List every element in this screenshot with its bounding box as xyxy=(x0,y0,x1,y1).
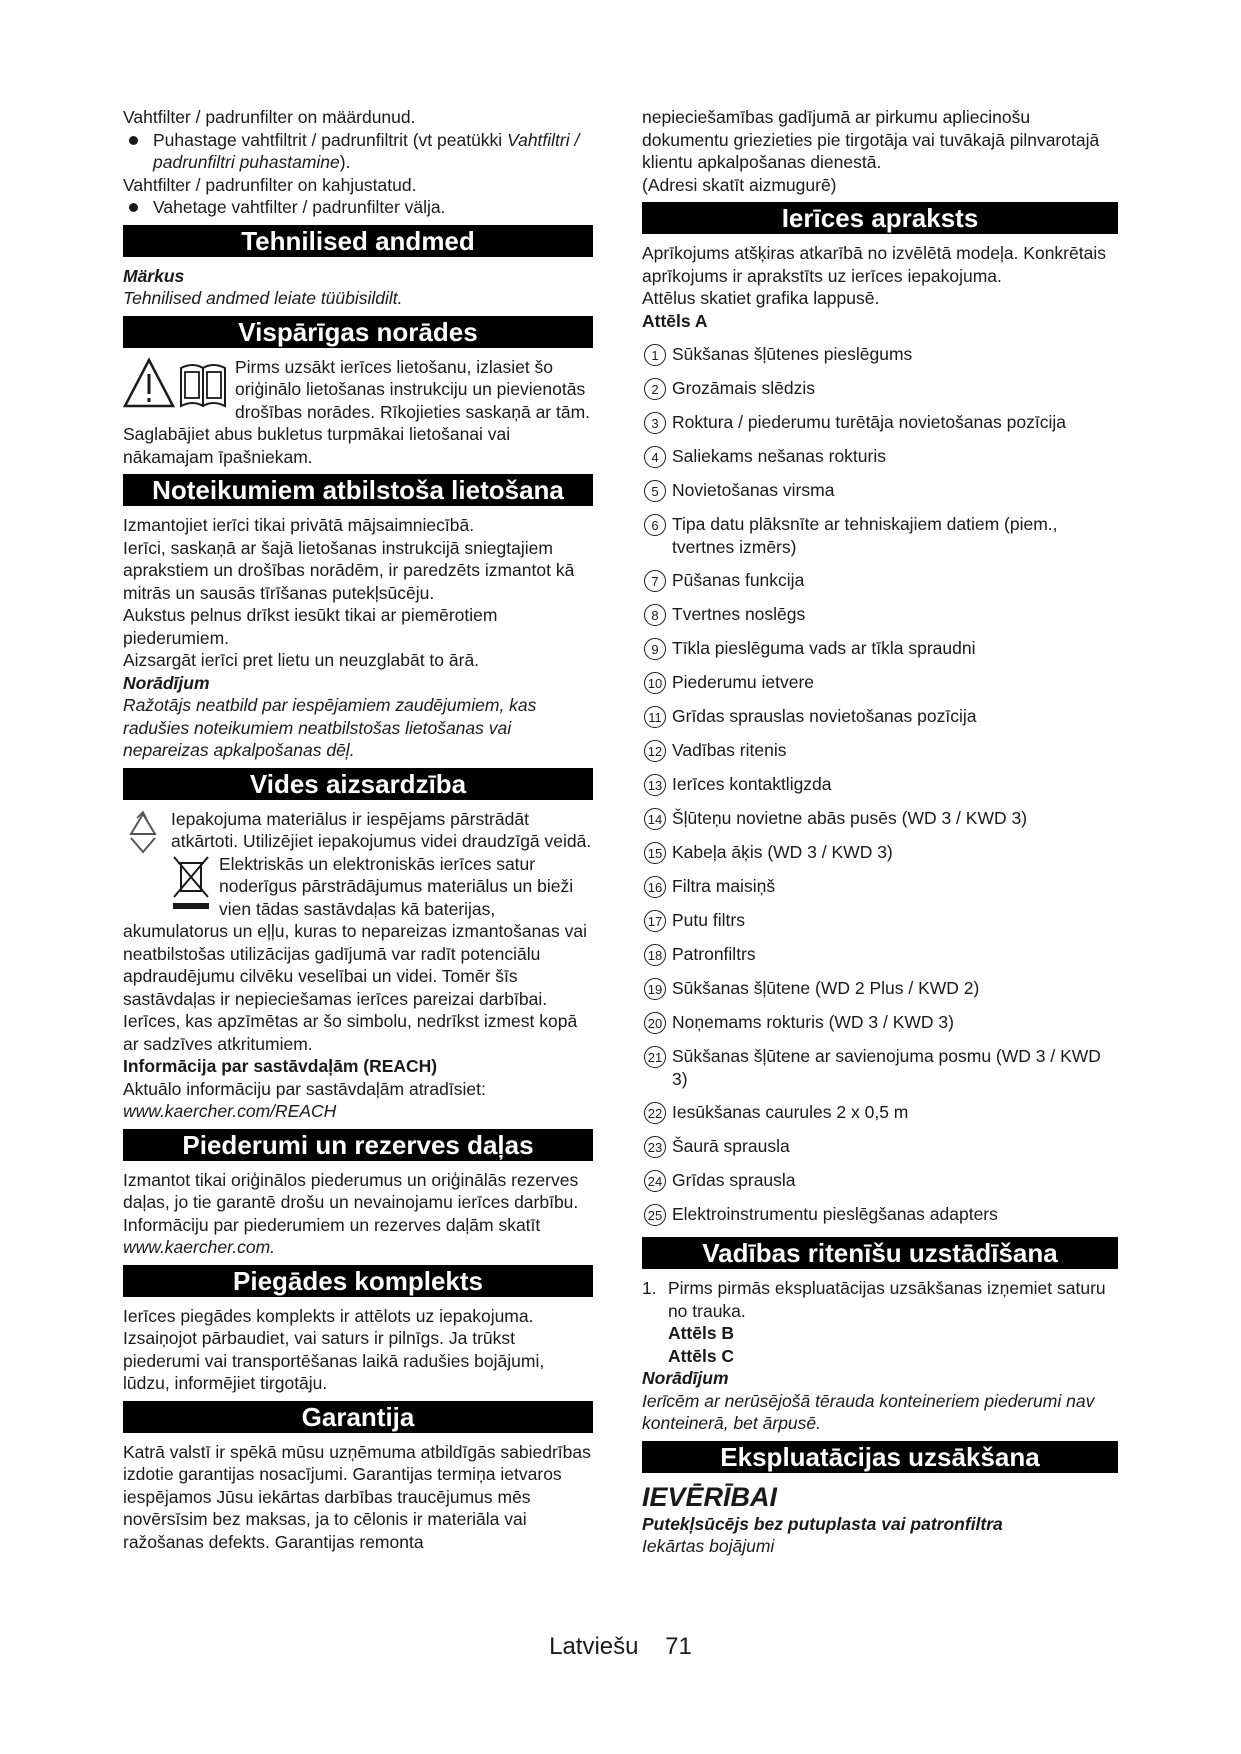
item-number-badge: 6 xyxy=(644,514,666,536)
item-number-badge: 1 xyxy=(644,344,666,366)
list-item xyxy=(642,411,1118,434)
item-label: Sūkšanas šļūtene (WD 2 Plus / KWD 2) xyxy=(672,978,980,998)
paragraph: Elektriskās un elektroniskās ierīces satur noderīgus pārstrādājumus materiālus un bieži vien tādas sastāvdaļas kā baterijas, akumulatorus un eļļu, kuras to nepareizas izmantošanas vai neatbilstošas utilizācijas gadījumā var radīt potenciālu apdraudējumu cilvēku veselībai un videi. Tomēr šīs sastāvdaļas ir nepieciešamas ierīces pareizai darbībai. Ierīces, kas apzīmētas ar šo simbolu, nedrīkst izmest kopā ar sadzīves atkritumiem. xyxy=(123,853,587,1054)
item-number-badge: 4 xyxy=(644,446,666,468)
paragraph: Izmantojiet ierīci tikai privātā mājsaimniecībā. xyxy=(123,515,475,535)
list-item xyxy=(642,1101,1118,1124)
item-label: Šaurā sprausla xyxy=(672,1136,790,1156)
item-label: Kabeļa āķis (WD 3 / KWD 3) xyxy=(672,842,893,862)
note-label: Norādījum xyxy=(642,1368,729,1388)
right-column xyxy=(642,106,1118,1558)
item-label: Patronfiltrs xyxy=(672,944,756,964)
heading-accessories: Piederumi un rezerves daļas xyxy=(123,1129,593,1161)
figure-label: Attēls C xyxy=(667,1345,735,1366)
footer-language: Latviešu xyxy=(549,1633,639,1660)
paragraph: Ierīces piegādes komplekts ir attēlots uz iepakojuma. Izsaiņojot pārbaudiet, vai saturs ir pilnīgs. Ja trūkst piederumi vai transportēšanas laikā radušies bojājumi, lūdzu, informējiet tirgotāju. xyxy=(123,1305,545,1393)
step-item: 1. Pirms pirmās ekspluatācijas uzsākšanas izņemiet saturu no trauka. Attēls B Attēls C xyxy=(642,1277,1118,1367)
paragraph: Vahtfilter / padrunfilter on määrdunud. xyxy=(123,107,416,127)
list-item xyxy=(642,569,1118,592)
item-label: Pūšanas funkcija xyxy=(672,570,805,590)
item-number-badge: 24 xyxy=(644,1170,666,1192)
item-label: Tvertnes noslēgs xyxy=(672,604,806,624)
item-label: Grozāmais slēdzis xyxy=(672,378,815,398)
paragraph: Pirms uzsākt ierīces lietošanu, izlasiet šo oriģinālo lietošanas instrukciju un pievienotās drošības norādes. Rīkojieties saskaņā ar tām. xyxy=(235,356,591,422)
list-item xyxy=(642,1135,1118,1158)
item-number-badge: 7 xyxy=(644,570,666,592)
paragraph: Aprīkojums atšķiras atkarībā no izvēlētā modeļa. Konkrētais aprīkojums ir aprakstīts uz ierīces iepakojuma. xyxy=(642,243,1106,286)
item-label: Iesūkšanas caurules 2 x 0,5 m xyxy=(672,1102,909,1122)
list-item xyxy=(642,773,1118,796)
figure-label: Attēls A xyxy=(642,310,708,331)
reach-heading: Informācija par sastāvdaļām (REACH) xyxy=(123,1056,438,1076)
list-item xyxy=(642,1011,1118,1034)
item-number-badge: 3 xyxy=(644,412,666,434)
paragraph: (Adresi skatīt aizmugurē) xyxy=(642,174,837,195)
item-label: Grīdas sprauslas novietošanas pozīcija xyxy=(672,706,977,726)
item-number-badge: 18 xyxy=(644,944,666,966)
bullet-item: Vahetage vahtfilter / padrunfilter välja. xyxy=(123,196,593,219)
list-item xyxy=(642,513,1118,558)
item-label: Noņemams rokturis (WD 3 / KWD 3) xyxy=(672,1012,954,1032)
warning-heading: IEVĒRĪBAI xyxy=(642,1481,778,1512)
left-column xyxy=(123,106,593,1553)
paragraph: Aizsargāt ierīci pret lietu un neuzglabāt to ārā. xyxy=(123,650,480,670)
list-item xyxy=(642,603,1118,626)
item-label: Vadības ritenis xyxy=(672,740,787,760)
list-item xyxy=(642,909,1118,932)
list-item xyxy=(642,841,1118,864)
list-item xyxy=(642,739,1118,762)
item-number-badge: 16 xyxy=(644,876,666,898)
crossed-bin-icon xyxy=(171,853,211,919)
item-number-badge: 17 xyxy=(644,910,666,932)
parts-list xyxy=(642,343,1118,1226)
paragraph: Aukstus pelnus drīkst iesūkt tikai ar piemērotiem piederumiem. xyxy=(123,605,498,648)
item-number-badge: 10 xyxy=(644,672,666,694)
item-label: Šļūteņu novietne abās pusēs (WD 3 / KWD 3) xyxy=(672,808,1028,828)
item-label: Grīdas sprausla xyxy=(672,1170,796,1190)
paragraph: Saglabājiet abus bukletus turpmākai lietošanai vai nākamajam īpašniekam. xyxy=(123,424,511,467)
note-text: Tehnilised andmed leiate tüübisildilt. xyxy=(123,288,403,308)
list-item xyxy=(642,977,1118,1000)
item-number-badge: 13 xyxy=(644,774,666,796)
item-label: Tīkla pieslēguma vads ar tīkla spraudni xyxy=(672,638,976,658)
item-number-badge: 14 xyxy=(644,808,666,830)
heading-warranty: Garantija xyxy=(123,1401,593,1433)
paragraph: Vahtfilter / padrunfilter on kahjustatud. xyxy=(123,174,417,195)
heading-wheel-mounting: Vadības ritenīšu uzstādīšana xyxy=(642,1237,1118,1269)
figure-label: Attēls B xyxy=(667,1323,735,1343)
item-label: Roktura / piederumu turētāja novietošanas pozīcija xyxy=(672,412,1066,432)
list-item xyxy=(642,377,1118,400)
bullet-item: Puhastage vahtfiltrit / padrunfiltrit (vt peatükki Vahtfiltri / padrunfiltri puhastamine). xyxy=(123,129,593,174)
item-number-badge: 20 xyxy=(644,1012,666,1034)
item-label: Sūkšanas šļūtenes pieslēgums xyxy=(672,344,913,364)
item-number-badge: 23 xyxy=(644,1136,666,1158)
reach-link[interactable]: www.kaercher.com/REACH xyxy=(123,1101,337,1121)
warning-and-manual-icon xyxy=(123,356,227,418)
item-number-badge: 2 xyxy=(644,378,666,400)
item-label: Sūkšanas šļūtene ar savienojuma posmu (WD 3 / KWD 3) xyxy=(672,1046,1101,1089)
list-item xyxy=(642,705,1118,728)
note-label: Norādījum xyxy=(123,672,210,693)
item-number-badge: 11 xyxy=(644,706,666,728)
list-item xyxy=(642,943,1118,966)
item-label: Saliekams nešanas rokturis xyxy=(672,446,886,466)
item-number-badge: 21 xyxy=(644,1046,666,1068)
heading-device-description: Ierīces apraksts xyxy=(642,202,1118,234)
item-number-badge: 8 xyxy=(644,604,666,626)
weee-block xyxy=(123,853,593,1056)
list-item xyxy=(642,445,1118,468)
item-number-badge: 15 xyxy=(644,842,666,864)
heading-safety: Vispārīgas norādes xyxy=(123,316,593,348)
item-label: Putu filtrs xyxy=(672,910,745,930)
list-item xyxy=(642,637,1118,660)
item-number-badge: 25 xyxy=(644,1204,666,1226)
item-label: Tipa datu plāksnīte ar tehniskajiem datiem (piem., tvertnes izmērs) xyxy=(672,514,1058,557)
paragraph: Informāciju par piederumiem un rezerves daļām skatīt xyxy=(123,1214,541,1235)
list-item xyxy=(642,1045,1118,1090)
note-label: Märkus xyxy=(123,265,185,286)
item-label: Ierīces kontaktligzda xyxy=(672,774,832,794)
list-item xyxy=(642,671,1118,694)
heading-intended-use: Noteikumiem atbilstoša lietošana xyxy=(123,474,593,506)
safety-block xyxy=(123,356,593,424)
item-number-badge: 12 xyxy=(644,740,666,762)
list-item xyxy=(642,807,1118,830)
list-item xyxy=(642,479,1118,502)
warning-bold-text: Putekļsūcējs bez putuplasta vai patronfiltra xyxy=(642,1513,1003,1534)
item-number-badge: 9 xyxy=(644,638,666,660)
list-item xyxy=(642,1203,1118,1226)
paragraph: Attēlus skatiet grafika lappusē. xyxy=(642,288,880,308)
item-label: Filtra maisiņš xyxy=(672,876,776,896)
recycling-block xyxy=(123,808,593,853)
paragraph: Aktuālo informāciju par sastāvdaļām atradīsiet: xyxy=(123,1078,486,1099)
item-number-badge: 19 xyxy=(644,978,666,1000)
paragraph: nepieciešamības gadījumā ar pirkumu apliecinošu dokumentu griezieties pie tirgotāja vai tuvākajā pilnvarotajā klientu apkalpošanas dienestā. xyxy=(642,107,1100,172)
heading-environment: Vides aizsardzība xyxy=(123,768,593,800)
item-number-badge: 5 xyxy=(644,480,666,502)
list-item xyxy=(642,343,1118,366)
list-item xyxy=(642,875,1118,898)
note-text: Ierīcēm ar nerūsējošā tērauda konteineriem piederumi nav konteinerā, bet ārpusē. xyxy=(642,1390,1095,1433)
item-number-badge: 22 xyxy=(644,1102,666,1124)
heading-delivery: Piegādes komplekts xyxy=(123,1265,593,1297)
paragraph: Iepakojuma materiālus ir iespējams pārstrādāt atkārtoti. Utilizējiet iepakojumus videi draudzīgā veidā. xyxy=(171,808,592,851)
list-item xyxy=(642,1169,1118,1192)
page-footer xyxy=(0,1633,1241,1660)
paragraph: Izmantot tikai oriģinālos piederumus un oriģinālās rezerves daļas, jo tie garantē drošu un nevainojamu ierīces darbību. xyxy=(123,1169,579,1212)
paragraph: Katrā valstī ir spēkā mūsu uzņēmuma atbildīgās sabiedrības izdotie garantijas nosacījumi. Garantijas termiņa ietvaros iespējamos Jūsu iekārtas darbības traucējumus mēs novērsīsim bez maksas, ja to cēlonis ir materiāla vai ražošanas defekts. Garantijas remonta xyxy=(123,1441,591,1552)
kaercher-link[interactable]: www.kaercher.com. xyxy=(123,1237,276,1257)
item-label: Elektroinstrumentu pieslēgšanas adapters xyxy=(672,1204,998,1224)
heading-start-up: Ekspluatācijas uzsākšana xyxy=(642,1441,1118,1473)
warning-text: Iekārtas bojājumi xyxy=(642,1536,775,1556)
paragraph: Ierīci, saskaņā ar šajā lietošanas instrukcijā sniegtajiem aprakstiem un drošības norādēm, ir paredzēts izmantot kā mitrās un sausās tīrīšanas putekļsūcēju. xyxy=(123,537,575,603)
note-text: Ražotājs neatbild par iespējamiem zaudējumiem, kas radušies noteikumiem neatbilstošas lietošanas vai nepareizas apkalpošanas dēļ. xyxy=(123,695,537,760)
page-number: 71 xyxy=(665,1633,692,1660)
item-label: Novietošanas virsma xyxy=(672,480,835,500)
item-label: Piederumu ietvere xyxy=(672,672,815,692)
heading-technical-data: Tehnilised andmed xyxy=(123,225,593,257)
